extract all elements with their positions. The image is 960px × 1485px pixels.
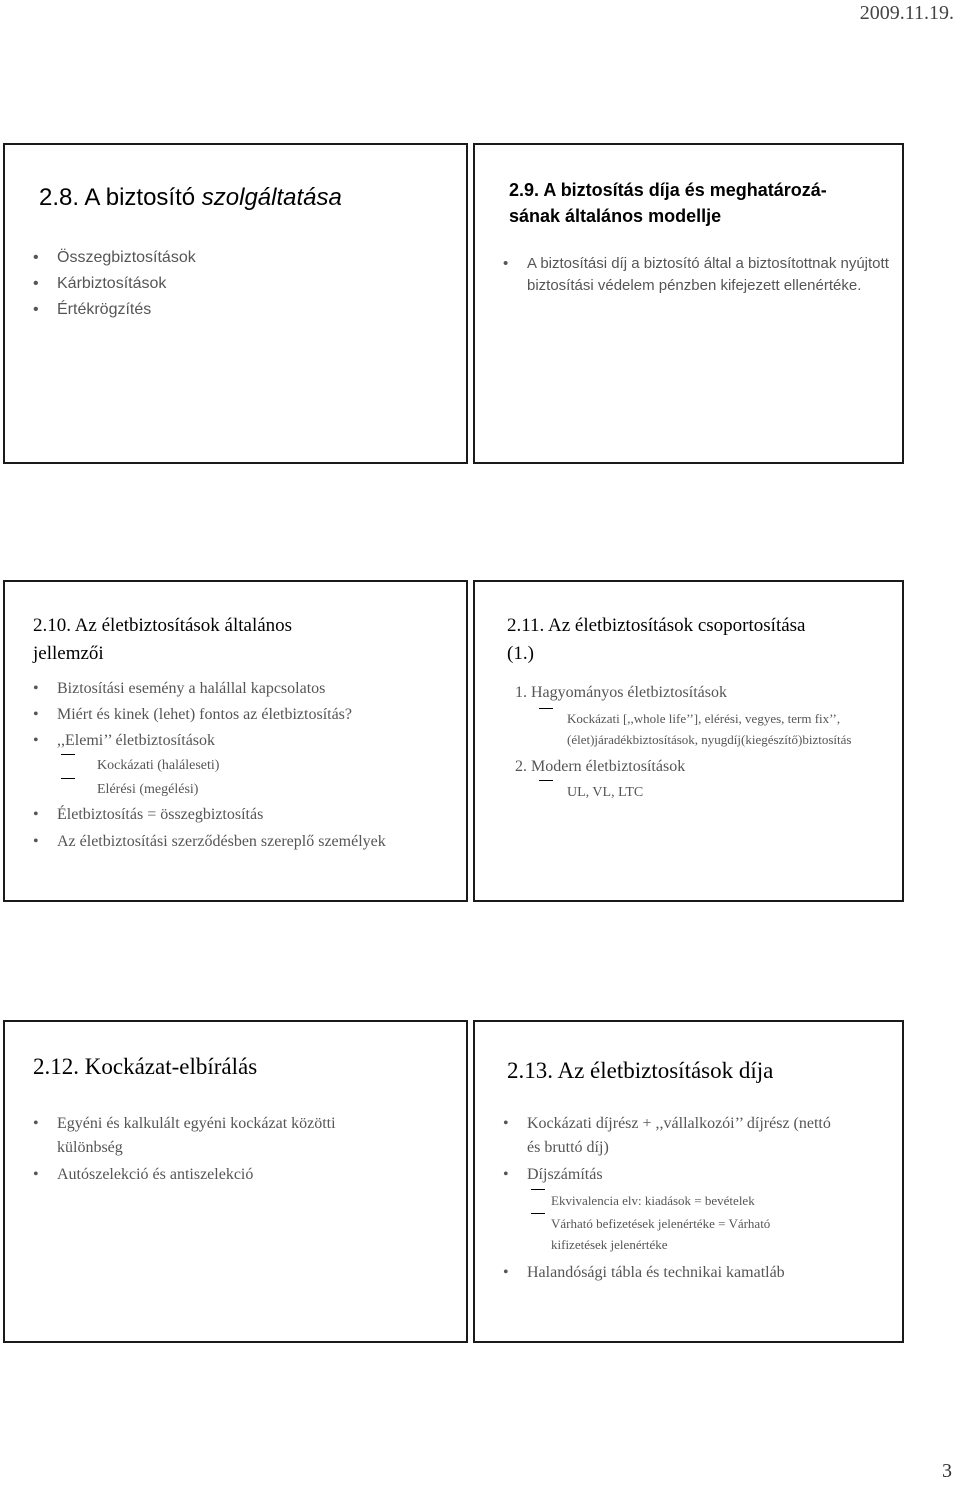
bullet-list bbox=[511, 680, 892, 806]
bullet-list bbox=[503, 1112, 892, 1285]
title-number: 2.8. bbox=[39, 184, 80, 211]
title-line: jellemzői bbox=[33, 643, 104, 664]
slide-title bbox=[509, 177, 892, 229]
bullet-item: • Kárbiztosítások bbox=[33, 271, 456, 297]
bullet-item: • A biztosítási díj a biztosító által a biztosítottnak nyújtott biztosítási védelem pénzben kifejezett ellenértéke. bbox=[503, 253, 892, 297]
slide-2-11 bbox=[473, 580, 904, 902]
slide-title bbox=[39, 183, 456, 213]
bullet-list bbox=[33, 1112, 456, 1187]
bullet-item: • Halandósági tábla és technikai kamatláb bbox=[503, 1261, 892, 1285]
bullet-item: • Összegbiztosítások bbox=[33, 245, 456, 271]
sub-item: Kockázati [,,whole life’’], elérési, vegyes, term fix’’, (élet)járadékbiztosítások, nyugdíj(kiegészítő)biztosítás bbox=[511, 708, 892, 750]
header-date: 2009.11.19. bbox=[859, 2, 954, 24]
title-italic: szolgáltatása bbox=[201, 184, 342, 211]
title-text: A biztosító bbox=[84, 184, 196, 211]
bullet-item: • Életbiztosítás = összegbiztosítás bbox=[33, 802, 456, 828]
bullet-item: • Kockázati díjrész + ,,vállalkozói’’ díjrész (nettó és bruttó díj) bbox=[503, 1112, 847, 1160]
title-line: 2.11. Az életbiztosítások csoportosítása bbox=[507, 615, 806, 636]
sub-item: Ekvivalencia elv: kiadások = bevételek bbox=[503, 1189, 892, 1213]
slide-2-12 bbox=[3, 1020, 468, 1343]
numbered-item: 2. Modern életbiztosítások bbox=[515, 758, 686, 775]
bullet-list bbox=[33, 245, 456, 323]
bullet-item: • Biztosítási esemény a halállal kapcsolatos bbox=[33, 676, 456, 702]
numbered-item: 1. Hagyományos életbiztosítások bbox=[515, 684, 727, 701]
slide-2-13 bbox=[473, 1020, 904, 1343]
bullet-item: • Egyéni és kalkulált egyéni kockázat közötti különbség bbox=[33, 1112, 357, 1160]
bullet-item: • Értékrögzítés bbox=[33, 297, 456, 323]
sub-item: UL, VL, LTC bbox=[511, 780, 892, 806]
bullet-item: • Díjszámítás bbox=[503, 1163, 892, 1187]
bullet-item: • Autószelekció és antiszelekció bbox=[33, 1163, 456, 1187]
slide-2-9 bbox=[473, 143, 904, 464]
slide-title bbox=[33, 612, 456, 668]
title-line: sának általános modellje bbox=[509, 206, 722, 226]
title-line: (1.) bbox=[507, 643, 534, 664]
slide-title bbox=[507, 612, 892, 668]
bullet-list bbox=[33, 676, 456, 854]
slide-title: 2.12. Kockázat-elbírálás bbox=[33, 1054, 258, 1079]
bullet-item: • ,,Elemi’’ életbiztosítások bbox=[33, 728, 456, 754]
title-line: 2.9. A biztosítás díja és meghatározá- bbox=[509, 180, 827, 200]
sub-item: Kockázati (haláleseti) bbox=[33, 754, 456, 778]
sub-item: Elérési (megélési) bbox=[33, 778, 456, 802]
bullet-item: • Miért és kinek (lehet) fontos az életbiztosítás? bbox=[33, 702, 456, 728]
bullet-item: • Az életbiztosítási szerződésben szereplő személyek bbox=[33, 830, 387, 854]
slide-title: 2.13. Az életbiztosítások díja bbox=[507, 1058, 774, 1083]
slide-2-10 bbox=[3, 580, 468, 902]
sub-item: Várható befizetések jelenértéke = Várható kifizetések jelenértéke bbox=[503, 1213, 791, 1255]
title-line: 2.10. Az életbiztosítások általános bbox=[33, 615, 293, 636]
bullet-list bbox=[503, 253, 892, 297]
slide-2-8 bbox=[3, 143, 468, 464]
page-number: 3 bbox=[942, 1460, 952, 1482]
